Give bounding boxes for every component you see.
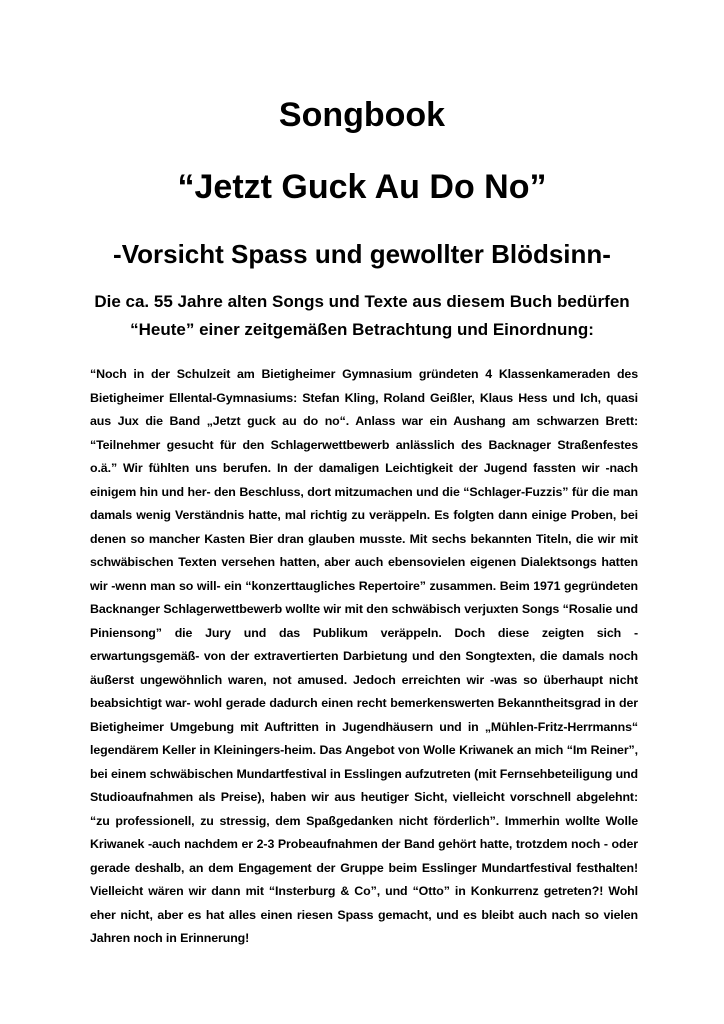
document-title: Songbook (278, 96, 446, 134)
body-paragraph: “Noch in der Schulzeit am Bietigheimer Gymnasium gründeten 4 Klassenkameraden des Bietigheimer Ellental-Gymnasiums: Stefan Kling, Roland Geißler, Klaus Hess und Ich, quasi aus Jux die Band „Jetzt guck au do no“. Anlass war ein Aushang am schwarzen Brett: “Teilnehmer gesucht für den Schlagerwettbewerb anlässlich des Backnager Straßenfestes o.ä.” Wir fühlten uns berufen. In der damaligen Leichtigkeit der Jugend fassten wir -nach einigem hin und her- den Beschluss, dort mitzumachen und die “Schlager-Fuzzis” für die man damals wenig Verständnis hatte, mal richtig zu veräppeln. Es folgten dann einige Proben, bei denen so mancher Kasten Bier dran glauben musste. Mit sechs bekannten Titeln, die wir mit schwäbischen Texten versehen hatten, aber auch ebensovielen eigenen Dialektsongs hatten wir -wenn man so will- ein “konzerttaugliches Repertoire” zusammen. Beim 1971 gegründeten Backnanger Schlagerwettbewerb wollte wir mit den schwäbisch verjuxten Songs “Rosalie und Piniensong” die Jury und das Publikum veräppeln. Doch diese zeigten sich -erwartungsgemäß- von der extravertierten Darbietung und den Songtexten, die damals noch äußerst ungewöhnlich waren, not amused. Jedoch erreichten wir -was so überhaupt nicht beabsichtigt war- wohl gerade dadurch einen recht bemerkenswerten Bekanntheitsgrad in der Bietigheimer Umgebung mit Auftritten in Jugendhäusern und in „Mühlen-Fritz-Herrmanns“ legendärem Keller in Kleiningers-heim. Das Angebot von Wolle Kriwanek an mich “Im Reiner”, bei einem schwäbischen Mundartfestival in Esslingen aufzutreten (mit Fernsehbeteiligung und Studioaufnahmen als Preise), haben wir aus heutiger Sicht, vielleicht vorschnell abgelehnt: “zu professionell, zu stressig, dem Spaßgedanken nicht förderlich”. Immerhin wollte Wolle Kriwanek -auch nachdem er 2-3 Probeaufnahmen der Band gehört hatte, trotzdem noch - oder gerade deshalb, an dem Engagement der Gruppe beim Esslinger Mundartfestival festhalten! Vielleicht wären wir dann mit “Insterburg & Co”, und “Otto” in Konkurrenz getreten?! Wohl eher nicht, aber es hat alles einen riesen Spass gemacht, und es bleibt auch nach so vielen Jahren noch in Erinnerung! (90, 367, 638, 946)
intro-line-1: Die ca. 55 Jahre alten Songs und Texte aus diesem Buch bedürfen (94, 292, 630, 311)
document-tagline: -Vorsicht Spass und gewollter Blödsinn- (113, 239, 611, 269)
intro-line-2: “Heute” einer zeitgemäßen Betrachtung und Einordnung: (130, 320, 594, 339)
document-subtitle: “Jetzt Guck Au Do No” (177, 168, 547, 206)
